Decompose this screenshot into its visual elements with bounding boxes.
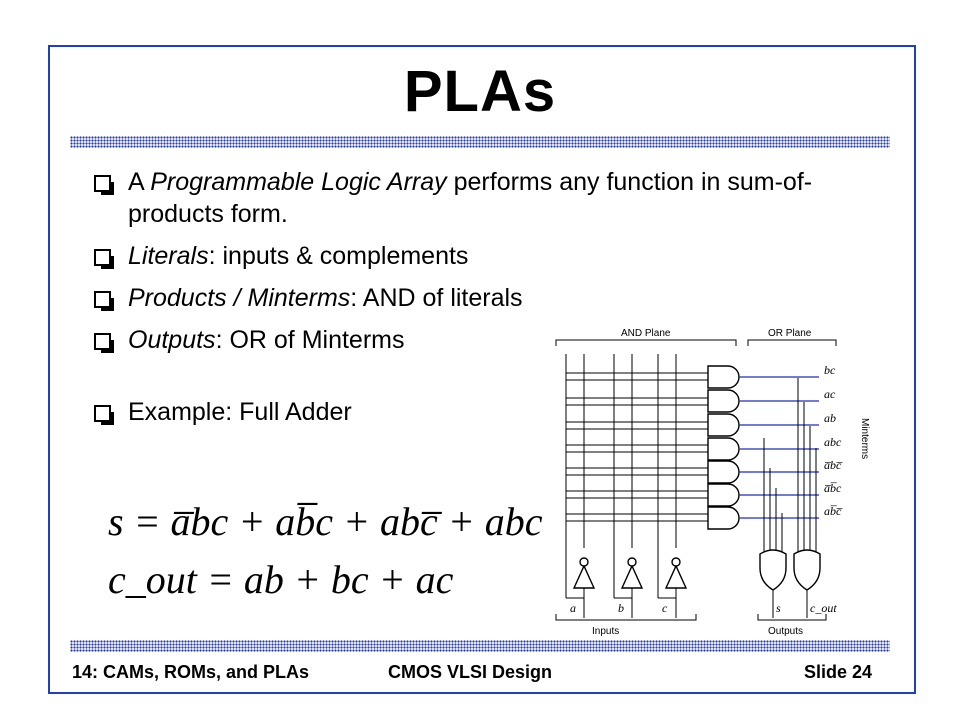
inverter-bubble xyxy=(672,558,680,566)
bullet-text: : OR of Minterms xyxy=(215,326,405,354)
input-c-label: c xyxy=(662,601,668,615)
minterm-label: ab̅c̅ xyxy=(824,504,842,518)
bullet-term: Outputs xyxy=(128,326,216,354)
inverter-icon xyxy=(666,566,686,588)
or-gate-icon xyxy=(794,550,820,590)
and-gate-icon xyxy=(708,461,739,483)
equation-carry xyxy=(108,556,453,603)
output-cout-label: c_out xyxy=(810,601,837,615)
or-columns xyxy=(764,378,816,554)
inverter-icon xyxy=(622,566,642,588)
pla-diagram xyxy=(536,318,876,640)
square-bullet-icon xyxy=(94,175,111,192)
minterm-label: a̅b̅c xyxy=(824,481,842,495)
inverter-bubble xyxy=(628,558,636,566)
and-gate-icon xyxy=(708,507,739,529)
footer-course: 14: CAMs, ROMs, and PLAs xyxy=(72,662,310,682)
plane-brackets xyxy=(556,340,836,346)
bullet-text: : inputs & complements xyxy=(208,242,469,270)
title-divider xyxy=(70,136,890,148)
minterm-label: ab xyxy=(824,411,836,425)
footer-title: CMOS VLSI Design xyxy=(388,662,553,682)
input-a-label: a xyxy=(570,601,576,615)
and-plane-label: AND Plane xyxy=(621,328,671,339)
output-s-label: s xyxy=(776,601,781,615)
input-lines xyxy=(566,354,676,548)
bottom-brackets xyxy=(556,614,826,620)
slide-title: PLAs xyxy=(403,59,557,124)
inputs-bracket xyxy=(556,614,696,620)
and-gate-icon xyxy=(708,438,739,460)
and-gates xyxy=(708,366,739,529)
footer-divider xyxy=(70,640,890,652)
equation-sum xyxy=(108,498,543,545)
and-gate-icon xyxy=(708,484,739,506)
inverters xyxy=(574,558,686,588)
inverter-bubble xyxy=(580,558,588,566)
minterm-label: ac xyxy=(824,387,836,401)
and-gate-icon xyxy=(708,390,739,412)
bullet-literals xyxy=(90,240,890,272)
minterm-label: a̅bc̅ xyxy=(824,458,842,472)
square-bullet-icon xyxy=(94,405,111,422)
and-gate-icon xyxy=(708,366,739,388)
bullet-term: Programmable Logic Array xyxy=(150,168,447,196)
outputs-label: Outputs xyxy=(768,626,804,637)
bullet-products xyxy=(90,282,890,314)
bullet-text: performs any function in sum-of-products form. xyxy=(128,168,813,228)
and-plane-bracket xyxy=(556,340,736,346)
bullet-text: Example: Full Adder xyxy=(128,398,352,426)
square-bullet-icon xyxy=(94,249,111,266)
or-gates xyxy=(760,550,820,590)
minterms-label: Minterms xyxy=(859,418,870,460)
equation-carry-text: c_out = ab + bc + ac xyxy=(108,557,454,602)
square-bullet-icon xyxy=(94,291,111,308)
or-gate-icon xyxy=(760,550,786,590)
input-b-label: b xyxy=(618,601,624,615)
bullet-text: A xyxy=(128,168,151,196)
inverter-icon xyxy=(574,566,594,588)
minterm-label: abc xyxy=(824,435,842,449)
bullet-term: Literals xyxy=(128,242,209,270)
or-plane-bracket xyxy=(748,340,836,346)
equation-sum-text: s = a̅bc + ab̅c + abc̅ + abc xyxy=(108,499,543,544)
footer-slide-number: Slide 24 xyxy=(804,662,873,682)
bullet-pla xyxy=(90,166,890,230)
and-rows xyxy=(566,373,708,521)
and-gate-icon xyxy=(708,414,739,436)
inputs-label: Inputs xyxy=(592,626,620,637)
minterm-label: bc xyxy=(824,363,836,377)
minterm-lines xyxy=(739,377,819,518)
bullet-term: Products / Minterms xyxy=(128,284,351,312)
bullet-text: : AND of literals xyxy=(350,284,523,312)
or-plane-label: OR Plane xyxy=(768,328,812,339)
square-bullet-icon xyxy=(94,333,111,350)
